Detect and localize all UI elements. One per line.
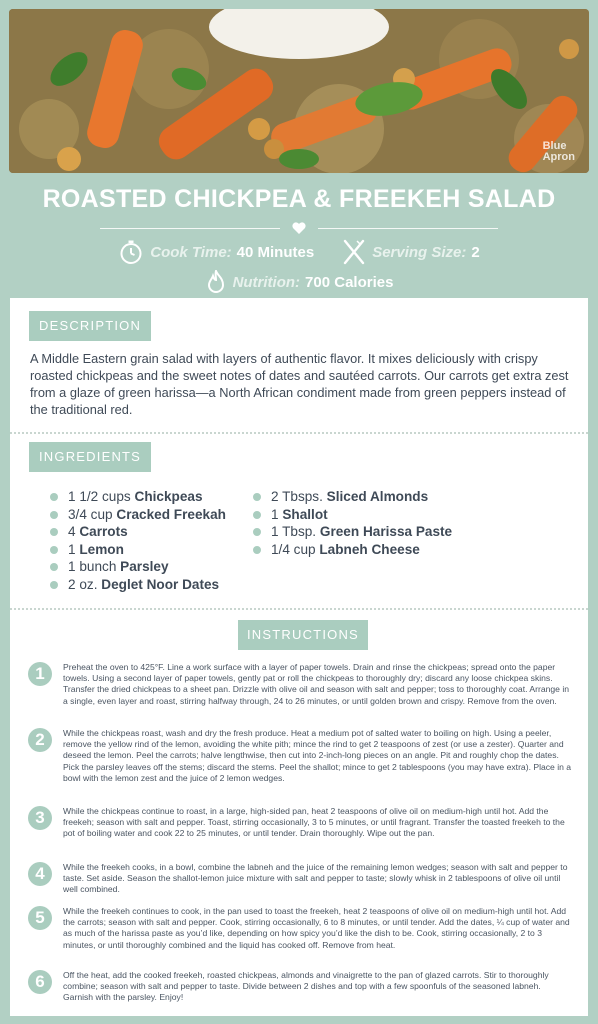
nutrition-label: Nutrition: (232, 273, 301, 291)
section-divider-2 (10, 608, 588, 610)
section-divider-1 (10, 432, 588, 434)
step-number: 6 (28, 970, 52, 994)
meta-row-nutrition (0, 270, 598, 294)
heart-divider-icon (291, 221, 307, 235)
ingredient-item: 1/4 cup Labneh Cheese (253, 541, 452, 559)
serving-size (342, 239, 480, 265)
description-heading: DESCRIPTION (29, 311, 151, 341)
ingredients-list-left (50, 488, 226, 594)
ingredient-item: 1 1/2 cups Chickpeas (50, 488, 226, 506)
description-text: A Middle Eastern grain salad with layers of authentic flavor. It mixes deliciously with crispy roasted chickpeas and the sweet notes of dates and sautéed carrots. Our carrots get extra zest from a glaze of green harissa—a North African condiment made from green peppers instead of the traditional red. (30, 351, 569, 417)
recipe-title: ROASTED CHICKPEA & FREEKEH SALAD (42, 185, 556, 213)
step-number: 5 (28, 906, 52, 930)
step-number: 1 (28, 662, 52, 686)
ingredients-list-right (253, 488, 452, 558)
step-text: While the freekeh continues to cook, in the pan used to toast the freekeh, heat 2 teaspoons of olive oil on medium-high until hot. Add the carrots; season with salt and pepper. Cook, stirring occasionally, 6 to 8 minutes, or until tender. Add the dates, ¼ cup of water and as much of the harissa paste as you’d like, depending on how spicy you’d like the dish to be. Cook, stirring occasionally, 2 to 3 minutes, or until thoroughly combined and the liquid has cooked off. Remove from heat. (63, 906, 570, 950)
step-number: 3 (28, 806, 52, 830)
step-text: Preheat the oven to 425°F. Line a work surface with a layer of paper towels. Drain and rinse the chickpeas; spread onto the paper towels. Using a second layer of paper towels, gently pat or roll the chickpeas to thoroughly dry; discard any loose chickpea skins. Transfer the dried chickpeas to a sheet pan. Drizzle with olive oil and season with salt and pepper; toss to thoroughly coat. Arrange in a single, even layer and roast, stirring halfway through, 24 to 26 minutes, or until golden brown and crispy. Remove from the oven. (63, 662, 570, 706)
stopwatch-icon (118, 239, 144, 265)
nutrition (205, 270, 394, 294)
ingredient-item: 1 Tbsp. Green Harissa Paste (253, 523, 452, 541)
hero-photo (9, 9, 589, 173)
ingredient-item: 2 oz. Deglet Noor Dates (50, 576, 226, 594)
ingredient-item: 1 Shallot (253, 506, 452, 524)
salad-illustration (9, 9, 589, 173)
cook-time (118, 239, 314, 265)
ingredient-item: 1 Lemon (50, 541, 226, 559)
flame-icon (205, 270, 227, 294)
serving-size-value: 2 (471, 243, 480, 261)
serving-size-label: Serving Size: (372, 243, 467, 261)
ingredient-item: 2 Tbsps. Sliced Almonds (253, 488, 452, 506)
logo-line-1: Blue (542, 140, 567, 152)
step-text: While the chickpeas roast, wash and dry the fresh produce. Heat a medium pot of salted water to boiling on high. Using a peeler, remove the yellow rind of the lemon, avoiding the white pith; mince the rind to get 2 teaspoons of zest (or use a zester). Quarter and deseed the lemon. Peel the carrots; halve lengthwise, then cut into 2-inch-long pieces on an angle. Pit and roughly chop the dates. Pick the parsley leaves off the stems; discard the stems. Peel the shallot; mince to get 2 tablespoons (you may have extra). Place in a bowl with the lemon zest and the juice of 2 lemon wedges. (63, 728, 572, 783)
step-text: While the freekeh cooks, in a bowl, combine the labneh and the juice of the remaining lemon wedges; season with salt and pepper to taste. Set aside. Season the shallot-lemon juice mixture with salt and pepper to taste; slowly whisk in 2 tablespoons of olive oil until well combined. (63, 862, 568, 895)
step-text: While the chickpeas continue to roast, in a large, high-sided pan, heat 2 teaspoons of olive oil on medium-high until hot. Add the freekeh; season with salt and pepper. Toast, stirring occasionally, 3 to 5 minutes, or until fragrant. Transfer the toasted freekeh to the pot of boiling water and cook 22 to 25 minutes, or until tender. Drain thoroughly. Wipe out the pan. (63, 806, 565, 839)
step-number: 4 (28, 862, 52, 886)
meta-row-time-serving (0, 240, 598, 264)
instructions-heading: INSTRUCTIONS (238, 620, 368, 650)
ingredient-item: 4 Carrots (50, 523, 226, 541)
fork-knife-icon (342, 239, 366, 265)
ingredient-item: 1 bunch Parsley (50, 558, 226, 576)
cook-time-value: 40 Minutes (236, 243, 315, 261)
step-number: 2 (28, 728, 52, 752)
step-text: Off the heat, add the cooked freekeh, roasted chickpeas, almonds and vinaigrette to the pan of glazed carrots. Stir to thoroughly combine; season with salt and pepper to taste. Divide between 2 dishes and top with a few spoonfuls of the seasoned labneh. Garnish with the parsley. Enjoy! (63, 970, 549, 1003)
brand-logo (543, 141, 575, 163)
ingredient-item: 3/4 cup Cracked Freekah (50, 506, 226, 524)
recipe-card (10, 298, 588, 1016)
cook-time-label: Cook Time: (150, 243, 232, 261)
ingredients-heading: INGREDIENTS (29, 442, 151, 472)
nutrition-value: 700 Calories (305, 273, 394, 291)
logo-line-2: Apron (542, 151, 575, 163)
